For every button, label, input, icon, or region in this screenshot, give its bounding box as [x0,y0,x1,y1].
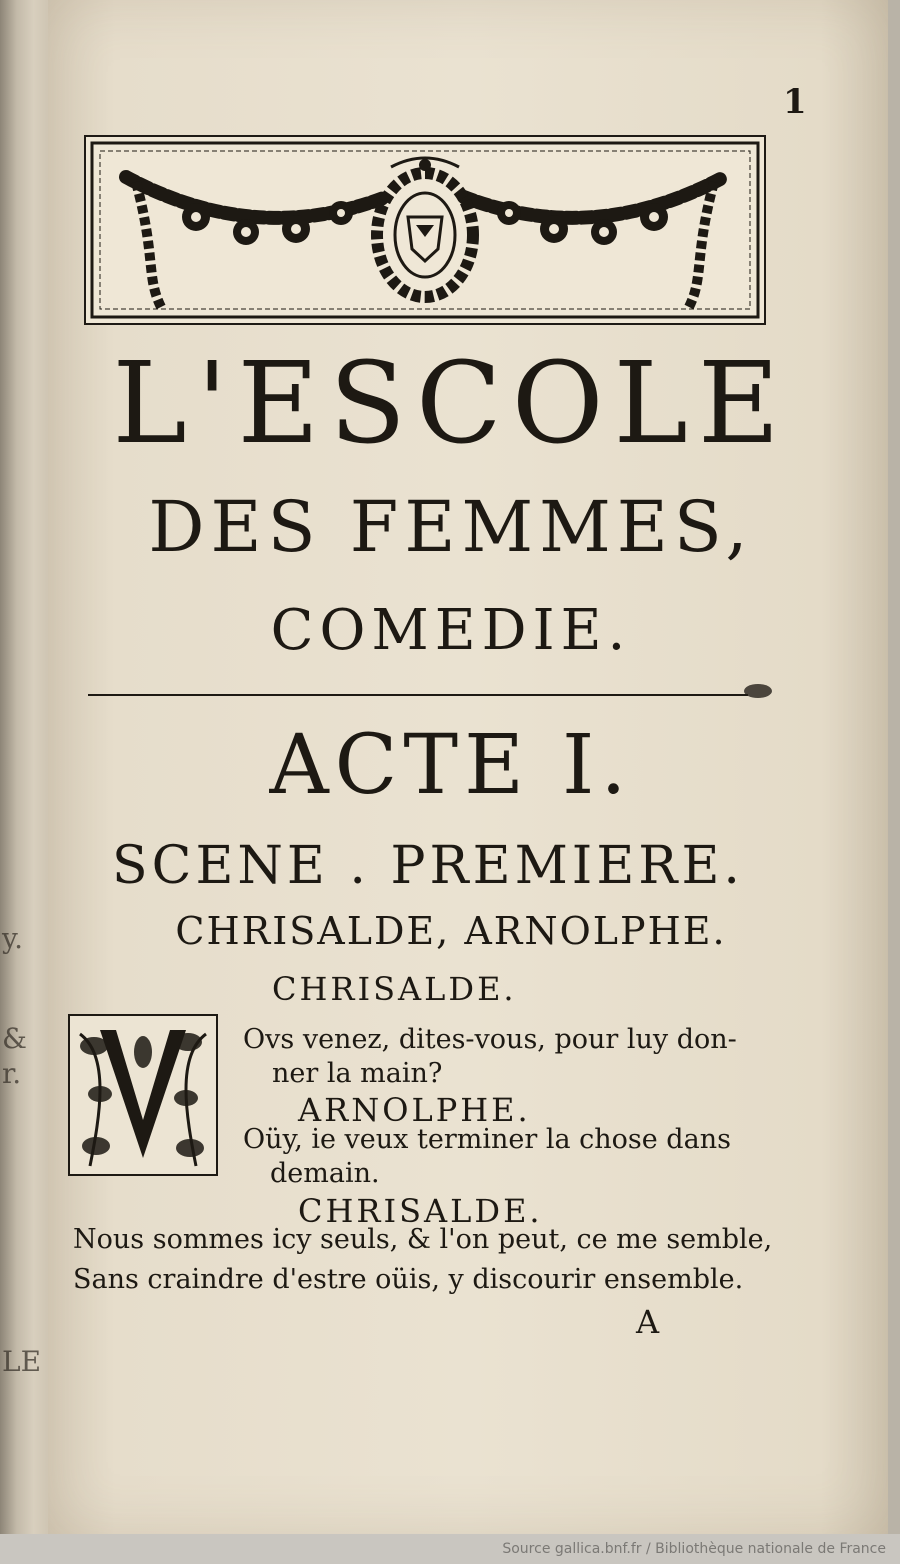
source-credit: Source gallica.bnf.fr / Bibliothèque nationale de France [502,1541,886,1557]
decorated-initial [68,1014,218,1176]
facing-page-fragment: r. [2,1057,22,1090]
scene-heading: SCENE . PREMIERE. [112,836,744,896]
book-page [48,0,888,1534]
speaker-name: CHRISALDE. [272,970,517,1008]
decorated-initial-v-icon [70,1016,216,1174]
speaker-name: CHRISALDE. [298,1192,543,1230]
dialogue-line: demain. [270,1158,380,1189]
facing-page-fragment: & [2,1022,27,1055]
source-credit-bar [0,1534,900,1564]
title-line-2: DES FEMMES, [148,486,754,568]
facing-page-fragment: LE [2,1345,42,1378]
dialogue-line: Oüy, ie veux terminer la chose dans [243,1124,731,1155]
act-heading: ACTE I. [269,718,633,813]
horizontal-rule [88,694,748,696]
dialogue-line: ner la main? [272,1058,443,1089]
dialogue-line: Ovs venez, dites-vous, pour luy don- [243,1024,737,1055]
character-list: CHRISALDE, ARNOLPHE. [175,909,727,953]
facing-page-fragment: y. [2,922,23,955]
dialogue-line: Sans craindre d'estre oüis, y discourir ensemble. [73,1264,744,1295]
speaker-name: ARNOLPHE. [298,1091,531,1129]
dialogue-line: Nous sommes icy seuls, & l'on peut, ce me semble, [73,1224,773,1255]
facing-page-edge [0,0,48,1534]
signature-mark: A [636,1303,660,1341]
garland-ornament-icon [86,137,764,323]
page-number: 1 [783,82,807,122]
ornamental-headpiece [84,135,766,325]
title-line-1: L'ESCOLE [112,339,790,469]
title-line-3: COMEDIE. [270,598,632,663]
